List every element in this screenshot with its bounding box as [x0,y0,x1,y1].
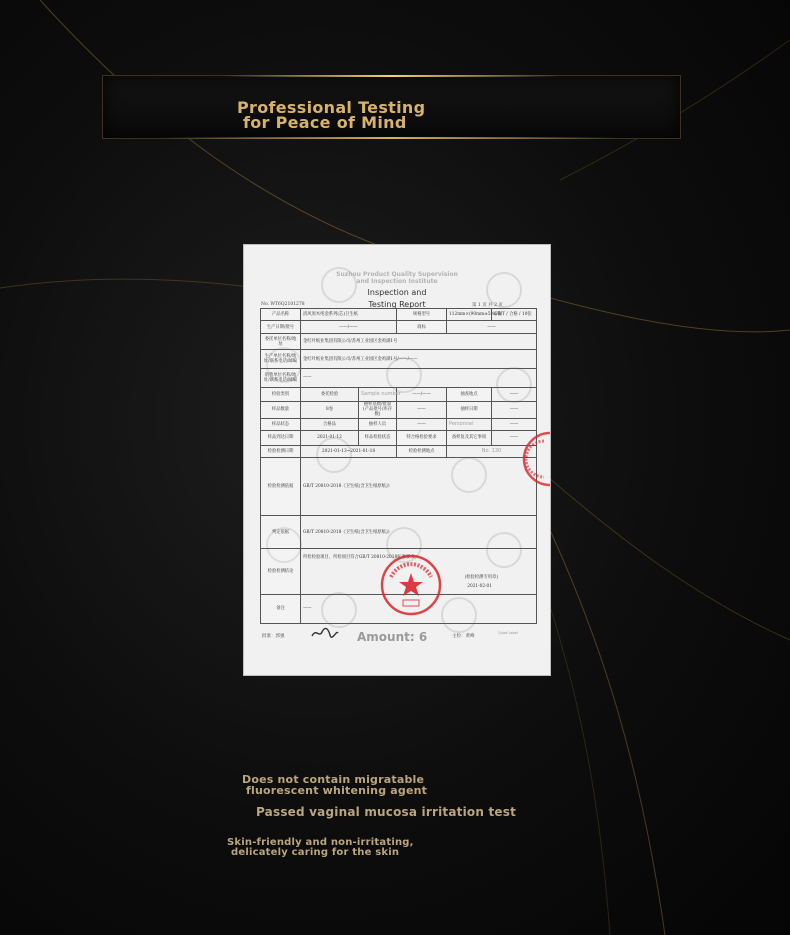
table-row [261,516,537,549]
cell-value: —— [492,387,537,402]
caption-line: Does not contain migratable [242,773,425,786]
official-seal-stamp [379,553,443,617]
cell-label: 委托单位名称/地址 [261,333,301,350]
cell-label: 抽样基数/批量(产品批号/库存数) [359,402,397,419]
cell-label: 销售单位名称/地址/联系电话/邮编 [261,369,301,388]
conclusion-sign: (检验检测专用章) [464,574,499,580]
caption-line: Passed vaginal mucosa irritation test [256,805,517,819]
cell-value: —— [492,431,537,446]
table-row [261,350,537,369]
cell-label: 检验检测结论 [261,549,301,595]
table-row [261,333,537,350]
report-number: No. WT6Q2101278 [261,302,305,307]
cell-value: No. 130 [447,445,537,457]
banner-title [237,100,425,130]
inspection-report-document [243,244,551,676]
cell-label: 产品名称 [261,309,301,321]
cell-value: 清风原木纯金系列(芯)卫生纸 [301,309,397,321]
cell-label: 判定依据 [261,516,301,549]
cell-label: 备注 [261,594,301,623]
cell-label: 备样复及其它事项 [447,431,492,446]
cell-value: GB/T / 合格 / 10张 [492,309,537,321]
cell-value: 112mm×(90mm±5%)/张 [447,309,492,321]
cell-value: —— [397,418,447,430]
approver: 批准：郭强 [262,634,285,639]
feature-no-fluorescent-agent [242,774,427,796]
cell-value: 金红叶纸业集团有限公司/苏州工业园区金鸡湖1号/——/—— [301,350,537,369]
cell-label: Personnel [447,418,492,430]
feature-irritation-test [256,806,516,819]
cell-label: 抽样日期 [447,402,492,419]
cell-value: —— [492,402,537,419]
banner-title-line2: for Peace of Mind [243,113,407,132]
cell-value: —— [301,369,537,388]
institute-name-line2: and Inspection Institute [356,278,438,285]
cell-value: 2021-01-13~2021-01-18 [301,445,397,457]
table-row [261,309,537,321]
caption-line: Skin-friendly and non-irritating, [227,837,414,848]
cell-label: 样品检验状态 [359,431,397,446]
institute-name-line1: Suzhou Product Quality Supervision [336,271,458,278]
cell-label: 检验检测地点 [397,445,447,457]
amount-label: Amount: 6 [357,630,428,644]
cell-value: —— [301,594,537,623]
table-row [261,418,537,430]
cell-label: 商标 [397,321,447,333]
cell-label: 特合格检验要求 [397,431,447,446]
report-title-line2: Testing Report [368,300,426,309]
feature-skin-friendly [227,838,414,858]
table-row [261,369,537,388]
table-row [261,402,537,419]
footer-tiny-text: Quad Label [498,631,518,635]
cell-label: 生产单位名称/地址/联系电话/邮编 [261,350,301,369]
table-row [261,445,537,457]
cell-value: GB/T 20810-2018《卫生纸(含卫生纸原纸)》 [301,458,537,516]
cell-value: —— [447,321,537,333]
cell-label: 样品到达日期 [261,431,301,446]
cell-value: —— [492,418,537,430]
report-page-info: 第 1 页 共 2 页 [472,303,503,308]
conclusion-text: 所检检验项目，所检项目符合GB/T 20810-2018标准要求。 [303,555,419,561]
banner-title-line1: Professional Testing [237,98,426,117]
cell-value: 委托检验 [301,387,359,402]
cell-value: ——/—— [301,321,397,333]
cell-label: Sample number [359,387,397,402]
cell-label: 检验检测日期 [261,445,301,457]
cell-label: 生产日期/批号 [261,321,301,333]
cell-value: 金红叶纸业集团有限公司/苏州工业园区金鸡湖1号 [301,333,537,350]
cell-value: 2021-01-12 [301,431,359,446]
cell-label: 规格型号 [397,309,447,321]
cell-label: 抽查地点 [447,387,492,402]
table-row [261,387,537,402]
cell-value: 合格品 [301,418,359,430]
edge-seal-stamp [534,431,554,487]
table-row [261,458,537,516]
chief-inspector: 主检：黄峰 [452,634,475,639]
cell-value: 8卷 [301,402,359,419]
cell-label: 样品状态 [261,418,301,430]
caption-line: delicately caring for the skin [231,847,400,858]
report-title-line1: Inspection and [367,288,427,297]
cell-label: 抽样人员 [359,418,397,430]
cell-label: 样品数量 [261,402,301,419]
conclusion-date: 2021-02-01 [467,583,493,589]
cell-value: —— [397,402,447,419]
cell-value: ——/—— [397,387,447,402]
header-banner [102,75,681,139]
cell-label: 检验检测依据 [261,458,301,516]
cell-label: 检验类别 [261,387,301,402]
table-row [261,431,537,446]
table-row [261,321,537,333]
caption-line: fluorescent whitening agent [246,784,428,797]
cell-value: GB/T 20810-2018《卫生纸(含卫生纸原纸)》 [301,516,537,549]
